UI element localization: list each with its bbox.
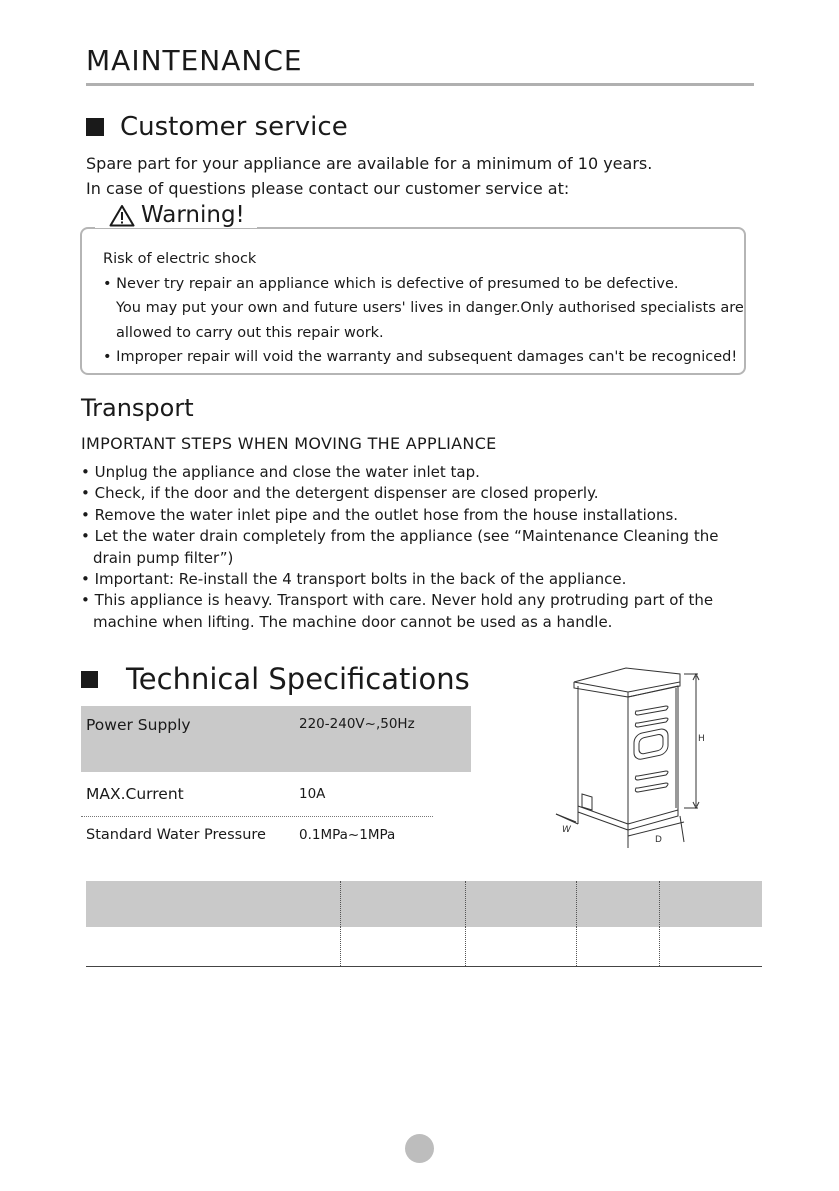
step-text: Remove the water inlet pipe and the outlet hose from the house installations. <box>94 505 679 524</box>
spec-label: Standard Water Pressure <box>86 827 266 843</box>
step-text: This appliance is heavy. Transport with care. Never hold any protruding part of the machine when lifting. The machine door cannot be used as a handle. <box>93 591 714 631</box>
warning-bullet: • Never try repair an appliance which is defective of presumed to be defective. <box>103 275 679 292</box>
warning-triangle-icon <box>109 204 135 227</box>
list-item: • This appliance is heavy. Transport with care. Never hold any protruding part of the machine when lifting. The machine door cannot be used as a handle. <box>81 591 714 631</box>
section-square-icon <box>81 671 98 688</box>
spec-value: 0.1MPa~1MPa <box>299 827 396 843</box>
customer-service-text <box>86 151 652 201</box>
transport-subtitle: IMPORTANT STEPS WHEN MOVING THE APPLIANCE <box>81 434 497 453</box>
warning-heading <box>95 202 257 228</box>
warning-bullet: • Improper repair will void the warranty and subsequent damages can't be recogniced! <box>103 349 738 365</box>
tech-specs-title: Technical Specifications <box>126 662 470 696</box>
table-cell <box>341 881 466 927</box>
table-cell <box>577 927 660 966</box>
warning-title: Warning! <box>141 202 245 228</box>
page-title: MAINTENANCE <box>86 44 303 77</box>
table-cell <box>466 881 577 927</box>
table-cell <box>660 927 762 966</box>
table-row <box>81 706 471 772</box>
height-label: H <box>698 734 705 744</box>
customer-service-title: Customer service <box>120 112 348 142</box>
table-cell <box>466 927 577 966</box>
list-item: • Unplug the appliance and close the water inlet tap. <box>81 463 480 481</box>
list-item: • Let the water drain completely from the appliance (see “Maintenance Cleaning the drain pump filter”) <box>81 527 719 567</box>
transport-title: Transport <box>81 394 194 422</box>
transport-steps <box>81 462 761 633</box>
tech-specs-heading <box>81 662 470 696</box>
table-cell <box>341 927 466 966</box>
warning-bullet-cont: allowed to carry out this repair work. <box>116 324 384 341</box>
customer-service-heading <box>86 112 348 142</box>
title-divider <box>86 83 754 86</box>
width-label: W <box>562 825 571 835</box>
appliance-dimensions-diagram <box>548 664 718 854</box>
step-text: Let the water drain completely from the appliance (see “Maintenance Cleaning the drain pump filter”) <box>93 527 719 567</box>
step-text: Unplug the appliance and close the water inlet tap. <box>94 463 480 481</box>
table-cell <box>660 881 762 927</box>
page-number-badge <box>405 1134 434 1163</box>
depth-label: D <box>655 835 662 845</box>
dimensions-table <box>86 881 762 967</box>
table-row <box>86 927 762 967</box>
table-cell <box>577 881 660 927</box>
table-row <box>81 817 433 853</box>
table-cell <box>86 881 341 927</box>
spec-table <box>81 706 471 853</box>
spec-label: Power Supply <box>86 716 191 734</box>
spec-value: 220-240V~,50Hz <box>299 716 415 732</box>
spec-label: MAX.Current <box>86 785 184 803</box>
warning-risk: Risk of electric shock <box>103 251 257 267</box>
warning-bullet-cont: You may put your own and future users' lives in danger.Only authorised specialists are <box>116 300 744 316</box>
table-header-row <box>86 881 762 927</box>
warning-bullet-text: Never try repair an appliance which is defective of presumed to be defective. <box>116 275 679 292</box>
table-row <box>81 772 433 817</box>
warning-bullet-text: Improper repair will void the warranty and subsequent damages can't be recogniced! <box>116 349 738 365</box>
warning-content <box>103 247 744 370</box>
customer-service-line: Spare part for your appliance are available for a minimum of 10 years. <box>86 154 653 173</box>
table-cell <box>86 927 341 966</box>
step-text: Important: Re-install the 4 transport bolts in the back of the appliance. <box>94 570 627 589</box>
list-item: • Check, if the door and the detergent dispenser are closed properly. <box>81 484 599 503</box>
list-item: • Important: Re-install the 4 transport bolts in the back of the appliance. <box>81 570 627 589</box>
section-square-icon <box>86 118 104 136</box>
step-text: Check, if the door and the detergent dispenser are closed properly. <box>94 484 599 503</box>
spec-value: 10A <box>299 786 326 802</box>
customer-service-line: In case of questions please contact our customer service at: <box>86 179 570 198</box>
list-item: • Remove the water inlet pipe and the outlet hose from the house installations. <box>81 505 679 524</box>
